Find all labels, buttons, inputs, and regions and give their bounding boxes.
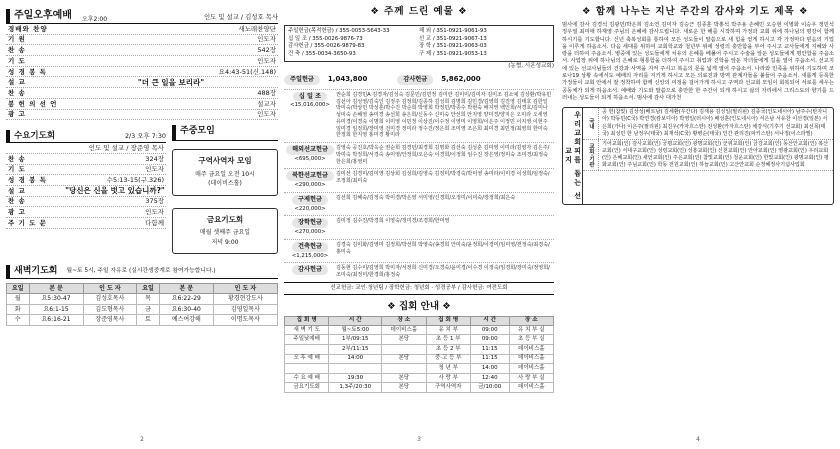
offering-kind	[284, 218, 336, 236]
mission-side-text: 우리교회피를 돕는 선교지	[564, 111, 582, 202]
offering-kind	[284, 265, 336, 279]
order-label: 봉 헌 의 선 언	[8, 99, 58, 108]
order-row	[6, 88, 278, 99]
bank-accounts-right	[419, 28, 550, 59]
page-left	[6, 6, 278, 443]
table-cell: 김성호목사	[83, 294, 137, 305]
table-cell: 본당	[382, 383, 426, 393]
table-cell: 월	[7, 294, 30, 305]
table-row	[285, 335, 554, 345]
offering-names: 권순희 김경민A 김경자/김성숙 김문민/김민정 김미란 김미미/김미자 김미조 김소예 김상환/박유민 김선아 김성영/김숙인 김정주 김정희/김종하 김성희 김명희 김민경/김영희 김진영 김태호 김한일 박미숙/박상민 박성훈/박수진 박순희 박영희 박정민/박종수 박현숙 배지영 백인희/서경호/김미나 성미숙 손혜영 송미경 송선희 송은희/신동수 신미숙 안선희 안지영 양미경/양지은 오미라 오세영 유미경/이경숙 이명희 이미영 이민정 이상진/이수정 이영미 이영희/이은주 이정민 이지영 이현주 임미경 임정희/장미영 전미경 정미라 정수진/정은희 조미영 조은희 최미경 최민정/최영희 한미숙 한정희 한지영 홍미경 황미라	[336, 91, 552, 139]
friday-prayer-line: 매월 셋째주 금요일	[199, 229, 251, 237]
offering-names: 김영숙 공진호/박옥순 권순희 김경민/최경희 김명화 김선숙 김성훈 김미영 이미라/김영자 김은주/박미숙 박정희/서경숙 송미영/안정희/오은숙 이경희/이정희 임수진 장은영/정미숙 조미경/최정숙 한은희/홍영미	[336, 145, 550, 165]
table-cell: 2부/11:15	[329, 344, 382, 354]
table-cell	[285, 364, 329, 374]
page-number: 4	[696, 435, 700, 443]
table-cell: 본당	[382, 354, 426, 364]
order-row	[6, 45, 278, 56]
table-cell: 유 치 부 실	[509, 325, 553, 335]
named-offerings: 선교헌금: 교인·청년팀 / 장학헌금: 청년회 · 성경공부 / 감사헌금: 여전도회	[284, 282, 554, 295]
table-row	[285, 344, 554, 354]
table-cell: 중·고 등 부	[426, 354, 470, 364]
order-value: 542장	[257, 46, 276, 55]
bank-account: 감사헌금 / 355-0026-9879-83	[288, 43, 365, 50]
order-row	[6, 154, 166, 165]
afternoon-service-time: 오후2:00	[81, 15, 108, 23]
afternoon-service-leader: 인도 및 설교 / 김성호 목사	[203, 13, 278, 21]
order-row	[6, 186, 166, 197]
order-label: 성 경 봉 독	[8, 176, 47, 185]
dawn-table-header: 요일	[137, 284, 160, 294]
order-value: 수5:13-15(구.326)	[106, 176, 164, 185]
bank-account: 선 교 / 351-0921-9067-13	[419, 35, 487, 42]
table-cell: 데이비스홀	[509, 364, 553, 374]
order-value: 새노래찬양단	[238, 24, 276, 33]
thanks-offering-amount: 5,862,000	[441, 75, 481, 84]
table-cell: 14:00	[329, 354, 382, 364]
order-row	[6, 197, 166, 208]
mission-group-label-text: 국내	[587, 118, 594, 130]
wednesday-service-order	[6, 154, 166, 229]
table-cell: 새 벽 기 도	[285, 325, 329, 335]
gathering-header: 시 간	[470, 316, 509, 325]
wednesday-service	[6, 125, 166, 260]
order-row	[6, 67, 278, 78]
cell-leader-meeting-title: 구역사역자 모임	[198, 156, 252, 166]
table-cell: 1,3주/20:30	[329, 383, 382, 393]
offering-amount: <695,000>	[294, 155, 326, 162]
table-row	[285, 325, 554, 335]
offering-row	[284, 89, 554, 139]
order-value: "더 큰 일을 보리라"	[137, 77, 205, 87]
order-row	[6, 99, 278, 110]
order-row	[6, 56, 278, 67]
offering-row	[284, 239, 554, 260]
order-row	[6, 175, 166, 186]
order-value: 다함께	[145, 218, 164, 227]
order-row	[6, 218, 166, 229]
table-row	[285, 364, 554, 374]
table-cell: 황경현강도사	[213, 294, 277, 305]
offering-amount: <1,215,000>	[291, 252, 329, 259]
bank-account: 십 일 조 / 355-0026-9876-73	[288, 35, 363, 42]
order-label: 기 도	[8, 56, 26, 65]
order-label: 성 경 봉 독	[8, 67, 47, 76]
mission-group-label	[583, 108, 599, 139]
order-value: 인도자	[257, 110, 276, 119]
order-label: 찬 송	[8, 88, 26, 97]
offering-label: 해외선교헌금	[286, 145, 334, 155]
order-label: 찬 송	[8, 197, 26, 206]
page-number: 2	[140, 435, 144, 443]
table-cell: 사 랑 부 실	[509, 373, 553, 383]
dawn-prayer-table	[6, 283, 278, 326]
weekday-meetings-title: 주중모임	[172, 125, 278, 141]
gathering-header: 시 간	[329, 316, 382, 325]
mission-group-label-text: 교회·기관	[587, 142, 594, 168]
bank-account: 주일헌금(목적헌금) / 355-0053-5643-33	[288, 28, 390, 34]
prayer-text: 범사에 감사 김경석 김광민/박은희 김소연 김미자 김승근 김종훈 박홍석 박주용 손혜민 오승현 이병화 이승우 정민석 정우열 최미애 하재영 주님의 은혜에 감사드립니다. 새로운 한 해를 시작하며 가정과 교회 위에 하나님의 평강이 함께하시기를 기도합니다. 신년 축복성회를 통하여 모든 성도들이 말씀으로 새 힘을 얻게 하시고 각 가정마다 믿음의 기업을 이루게 하옵소서. 다음 세대를 위하여 교회학교와 청년부 위에 성령의 충만함을 부어 주시고 교사들에게 지혜와 사랑을 더하여 주옵소서. 병중에 있는 성도들에게 치유의 은혜를 베풀어 주시고 수술을 앞둔 성도들에게 평안함을 주옵소서. 사업장 위에 하나님의 은혜로 형통함을 더하여 주시고 취업과 진학을 앞둔 자녀들에게 길을 열어 주옵소서. 선교지에 있는 선교사님들의 건강과 사역을 지켜 주시고 복음의 문을 넓게 열어 주옵소서. 나라와 민족을 위하여 기도하며 코로나19 상황 속에서도 예배의 자리를 지키게 하시고 모든 의료진과 방역 관계자들을 붙들어 주옵소서. 새롭게 등록한 가정들이 교회 안에서 잘 정착하여 함께 신앙의 여정을 걸어가게 하시고 구역과 선교회 모임이 회복되어 서로를 세우는 공동체가 되게 하옵소서. 예배와 기도와 말씀으로 충만한 한 주간이 되게 하시고 삶의 자리에서 그리스도의 향기를 드러내는 성도들이 되게 하옵소서. 범사에 감사 대가천	[562, 22, 834, 101]
dawn-prayer-header	[6, 264, 278, 279]
table-cell: 토	[137, 315, 160, 326]
table-cell: 초 등 2 부	[426, 344, 470, 354]
table-cell: 14:00	[470, 364, 509, 374]
mission-group-text: 기어교회(인) 감사교회(인) 궁평교회(인) 광명교회(인) 군위교회(인) 금강교회(인) 동산안교회(인) 복산교회(인) 서대구교회(인) 성령교회(인) 성흥교회(인) 신천교회(인) 안아교회(인) 영광교회(인) 우리교회(인) 은혜교회(인) 새언교회(인) 주은교회(인) 참빛교회(인) 청운교회(인) 한빛교회(인) 광명교회(인) 평화교회(인) 주님교회(인) 학동 전원교회(인) 하늘교회(인) 고산안교회 순정혜정사기념사업회	[602, 140, 829, 169]
order-value: 375장	[145, 197, 164, 206]
dawn-table-header: 본 문	[159, 284, 213, 294]
dawn-prayer-section	[6, 264, 278, 326]
mission-group	[583, 108, 833, 140]
table-cell: 초 등 1 부	[426, 335, 470, 345]
table-cell: 데이비스홀	[509, 383, 553, 393]
offering-label: 장학헌금	[292, 218, 328, 228]
table-cell: 주일낮예배	[285, 335, 329, 345]
mission-group-label	[583, 140, 599, 171]
dawn-table-header: 요일	[7, 284, 30, 294]
offering-kind	[284, 92, 336, 139]
mission-group	[583, 140, 833, 172]
offering-kind	[284, 242, 336, 260]
table-cell	[285, 344, 329, 354]
offering-label: 감사헌금	[292, 265, 328, 275]
order-label: 찬 송	[8, 46, 26, 55]
offering-row	[284, 192, 554, 213]
table-cell: 월~토5:00	[329, 325, 382, 335]
wednesday-header	[6, 125, 166, 143]
offering-kind	[284, 145, 336, 165]
friday-prayer-box	[172, 208, 278, 255]
order-label: 광 고	[8, 110, 26, 119]
order-value: 요4:43-51(신.148)	[218, 67, 276, 76]
table-cell: 요6:22-29	[159, 294, 213, 305]
dawn-table-header: 인 도 자	[213, 284, 277, 294]
offering-names: 김미선 김경미/김미영 김상희 김성희/김영숙 김정미/박경숙/박미영 송미라/이미경 이성희/임정숙/조정희/최미숙	[336, 171, 550, 185]
bank-accounts-box	[284, 25, 554, 62]
cell-leader-meeting-box	[172, 149, 278, 196]
order-row	[6, 35, 278, 46]
offering-row	[284, 142, 554, 165]
wednesday-time: 2/3 오후 7:30	[124, 132, 166, 141]
order-value: 488장	[257, 88, 276, 97]
bank-account: 장 학 / 351-0921-9063-03	[419, 43, 487, 50]
offering-names: 김동현 김수미/김영희 박미자/서정희 신미경/오경숙/윤미경/이수경 이정숙/임경희/장미숙/정영희/조미숙/최정미/한경희/홍정숙	[336, 265, 550, 279]
gathering-header: 집 회 명	[426, 316, 470, 325]
gathering-header: 장 소	[382, 316, 426, 325]
bank-note: (농협, 시온성교회)	[508, 62, 554, 69]
gathering-header: 장 소	[509, 316, 553, 325]
offering-label: 북한선교헌금	[286, 171, 334, 181]
offering-label: 구제헌금	[292, 195, 328, 205]
thanks-offering-label: 감사헌금	[397, 75, 433, 85]
friday-prayer-title: 금요기도회	[206, 214, 244, 224]
table-cell: 12:40	[470, 373, 509, 383]
order-value: 인도자	[145, 165, 164, 174]
order-row	[6, 24, 278, 35]
dawn-prayer-title: 새벽기도회	[6, 265, 61, 278]
table-cell: 데이비스홀	[382, 325, 426, 335]
table-row	[285, 354, 554, 364]
table-cell: 금/10:00	[470, 383, 509, 393]
offering-list	[284, 89, 554, 279]
page-right	[562, 6, 834, 443]
table-cell: 요6:16-21	[29, 315, 83, 326]
wednesday-leader-row	[6, 143, 166, 154]
table-cell	[382, 344, 426, 354]
table-row	[7, 294, 278, 305]
afternoon-service-order	[6, 24, 278, 120]
mission-group-text: 공 헌(참빛) 김상성(베트남) 김세환(우간다) 김재용 김성일(필리핀) 김종국(인도네시아) 남주수(탄자니아) 박동민(C국) 박연경(캄보디아) 박영일(러시아) 배성훈(인도네시아) 서은남 서유찬 이선경(일본) 서은희(가나) 이은주(필리핀) 최진우(카자흐스탄) 전성환(카자흐스탄) 채강식(기후기 선교회) 최선목(태국) 최성민 한 남정우(태국) 최재석(C국) 황병순(태국) 인간 관리진(파키스탄) 서나정(이스라엘)	[602, 109, 828, 137]
table-cell: 본당	[382, 373, 426, 383]
offering-totals	[284, 74, 554, 86]
bank-accounts-left	[288, 28, 419, 59]
order-label: 찬 송	[8, 154, 26, 163]
order-label: 설 교	[8, 78, 26, 87]
order-row	[6, 165, 166, 176]
mission-side-label	[563, 108, 583, 204]
order-row	[6, 110, 278, 121]
offering-row	[284, 215, 554, 236]
order-label: 경배와 찬양	[8, 24, 48, 33]
order-label: 기 도	[8, 165, 26, 174]
afternoon-service-title: 주일오후예배	[6, 9, 76, 24]
offering-amount: <15,016,000>	[290, 102, 330, 109]
dawn-prayer-note: 월~토 5시, 주일 자유로 (실시간생중계로 참여가능합니다.)	[66, 267, 216, 274]
table-cell: 구역사역자	[426, 383, 470, 393]
table-row	[7, 304, 278, 315]
table-cell: 장준영목사	[83, 315, 137, 326]
gathering-title: ❖ 집회 안내 ❖	[387, 300, 451, 312]
offering-label: 십 일 조	[293, 92, 327, 102]
order-label: 기 원	[8, 35, 26, 44]
table-cell: 09:00	[470, 325, 509, 335]
afternoon-service-header	[6, 6, 278, 24]
order-value: 인도자	[257, 56, 276, 65]
order-label: 설 교	[8, 186, 26, 195]
sunday-offering-amount: 1,043,800	[327, 75, 368, 84]
offering-amount: <220,000>	[294, 205, 326, 212]
table-cell: 사 랑 부	[426, 373, 470, 383]
table-cell: 금	[137, 304, 160, 315]
offering-row	[284, 262, 554, 279]
weekday-meetings	[172, 125, 278, 260]
order-label: 광 고	[8, 208, 26, 217]
table-row	[285, 383, 554, 393]
wednesday-title: 수요기도회	[6, 130, 59, 143]
offering-names: 김미정 김수진/박경희 이영숙/정미경/조경희/한미영	[336, 218, 450, 225]
offering-kind	[284, 171, 336, 189]
table-cell: 11:15	[470, 354, 509, 364]
table-cell: 청 년 부	[426, 364, 470, 374]
table-cell: 수 요 예 배	[285, 373, 329, 383]
table-cell: 오 후 예 배	[285, 354, 329, 364]
table-cell: 수	[7, 315, 30, 326]
offering-names: 김경숙 김미화/김영미 김정희/박선희 박영숙/송경희 안미숙/윤정희/이경미/임미영/전정숙/최경숙/홍미숙	[336, 241, 550, 255]
table-cell: 목	[137, 294, 160, 305]
gathering-table	[284, 316, 554, 393]
prayer-title: ❖ 함께 나누는 지난 주간의 감사와 기도 제목 ❖	[582, 6, 809, 17]
page-middle	[284, 6, 554, 443]
table-cell: 유 치 부	[426, 325, 470, 335]
table-cell: 김도형목사	[83, 304, 137, 315]
order-value: 인도자	[257, 35, 276, 44]
table-cell: 요6:30-40	[159, 304, 213, 315]
order-label: 주 기 도 문	[8, 218, 47, 227]
table-cell: 화	[7, 304, 30, 315]
table-cell: 금요기도회	[285, 383, 329, 393]
table-cell: 초 등 부 실	[509, 335, 553, 345]
offerings-title: ❖ 주께 드린 예물 ❖	[370, 6, 468, 17]
table-cell: 11:15	[470, 344, 509, 354]
order-value: 설교자	[257, 99, 276, 108]
bank-account: 해 외 / 351-0921-9061-93	[419, 28, 487, 34]
table-cell: 예스여강해	[159, 315, 213, 326]
table-cell: 09:00	[470, 335, 509, 345]
offering-amount: <270,000>	[294, 229, 326, 236]
table-cell: 본당	[382, 335, 426, 345]
table-cell: 이명도목사	[213, 315, 277, 326]
offering-label: 건축헌금	[292, 242, 328, 252]
cell-leader-meeting-line: 매주 금요일 오전 10시	[195, 170, 255, 178]
table-cell: 19:30	[329, 373, 382, 383]
table-cell	[329, 364, 382, 374]
table-cell: 김영일목사	[213, 304, 277, 315]
friday-prayer-line: 저녁 9:00	[211, 238, 239, 246]
mission-groups	[583, 108, 833, 204]
sunday-offering-label: 주일헌금	[284, 75, 320, 85]
dawn-table-header: 인 도 자	[83, 284, 137, 294]
dawn-table-header: 본 문	[29, 284, 83, 294]
weekday-section	[6, 125, 278, 260]
gathering-header: 집 회 명	[285, 316, 329, 325]
offering-kind	[284, 195, 336, 213]
table-cell: 데이비스홀	[509, 344, 553, 354]
table-cell: 데이비스홀	[509, 354, 553, 364]
table-cell: 요6:1-15	[29, 304, 83, 315]
order-value: "당신은 신을 벗고 있습니까?"	[65, 186, 165, 196]
table-cell: 요5:30-47	[29, 294, 83, 305]
table-row	[7, 315, 278, 326]
bank-account: 건 축 / 355-0034-3650-93	[288, 51, 356, 58]
table-cell: 1부/09:15	[329, 335, 382, 345]
offering-row	[284, 168, 554, 189]
table-row	[285, 373, 554, 383]
offering-amount: <290,000>	[294, 182, 326, 189]
offering-names: 김선희 김혜숙/김정숙 박미경/박은영 서미영/신경희/오정미/이미숙/장정희/최은숙	[336, 194, 516, 201]
order-row	[6, 77, 278, 88]
order-value: 324장	[145, 154, 164, 163]
wednesday-leader: 인도 및 설교 / 장준영 목사	[88, 143, 164, 152]
mission-support-box	[562, 107, 834, 205]
cell-leader-meeting-line: (데이비스홀)	[208, 180, 242, 188]
order-row	[6, 207, 166, 218]
table-cell	[382, 364, 426, 374]
order-value: 인도자	[145, 208, 164, 217]
bank-account: 구 제 / 351-0921-9053-13	[419, 51, 487, 58]
page-number: 3	[417, 435, 421, 443]
